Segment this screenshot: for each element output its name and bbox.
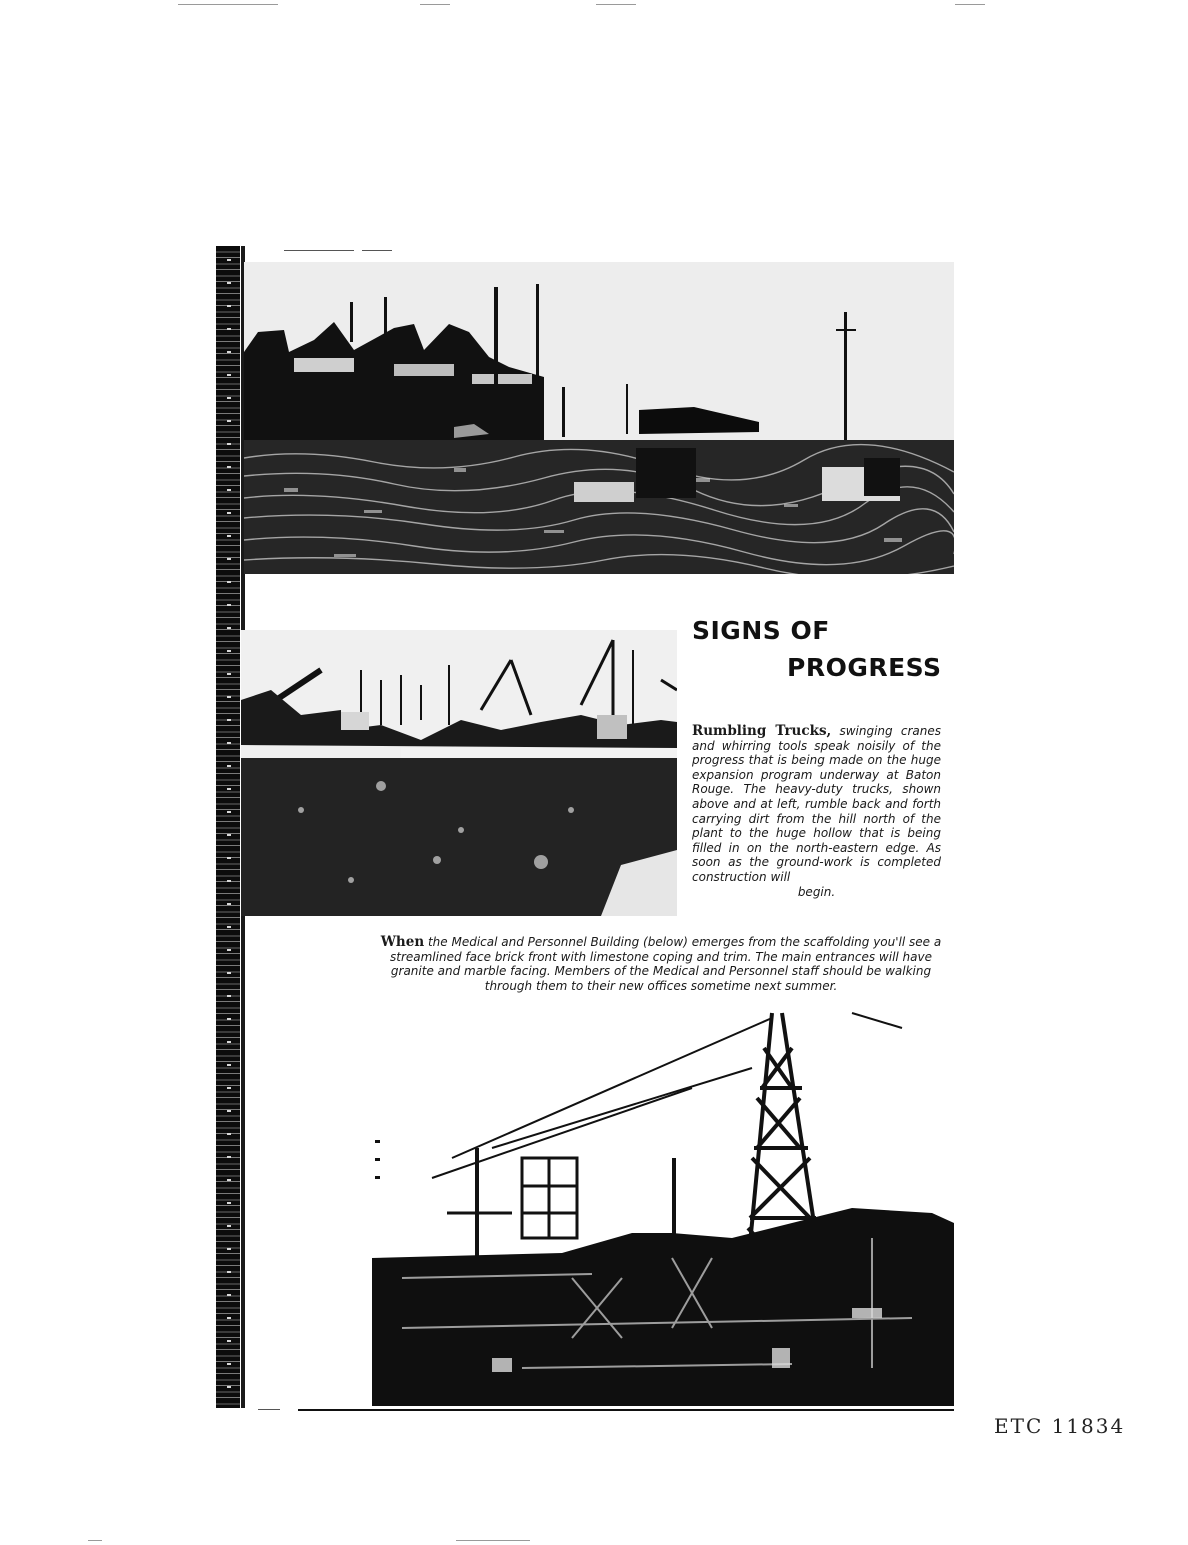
photo-mark-2: [375, 1158, 380, 1161]
photo-medical-building: [372, 1008, 954, 1406]
caption-trucks-lead: Rumbling Trucks,: [692, 723, 832, 739]
top-rule: [284, 250, 354, 251]
headline-line-1: SIGNS OF: [692, 616, 830, 645]
caption-trucks-text: swinging cranes and whirring tools speak noisily of the progress that is being made on the huge expansion program underway at Baton Rouge. The heavy-duty trucks, shown above and at left, rumble back and forth carrying dirt from the hill north of the plant to the huge hollow that is being filled in on the north-eastern edge. As soon as the ground-work is completed construction will: [692, 724, 941, 884]
caption-medical-text: the Medical and Personnel Building (below) emerges from the scaffolding you'll see a streamlined face brick front with limestone coping and trim. The main entrances will have granite and marble facing. Members of the Medical and Personnel staff should be walking through them to their new offices sometime next summer.: [389, 935, 942, 993]
caption-medical-building: [368, 935, 954, 993]
headline-line-2: PROGRESS: [787, 653, 942, 682]
document-code: ETC 11834: [994, 1414, 1126, 1438]
top-rule-2: [362, 250, 392, 251]
bottom-rule-left: [258, 1409, 280, 1410]
photo-mark-3: [375, 1176, 380, 1179]
caption-trucks-last: begin.: [797, 884, 836, 899]
photo-cranes: [241, 630, 677, 916]
photo-mark-1: [375, 1140, 380, 1143]
bottom-rule: [298, 1409, 954, 1411]
photo-plant-trucks: [244, 262, 954, 574]
caption-medical-lead: When: [380, 934, 425, 950]
binding-perforations: [227, 250, 231, 1400]
caption-trucks: [692, 724, 941, 899]
